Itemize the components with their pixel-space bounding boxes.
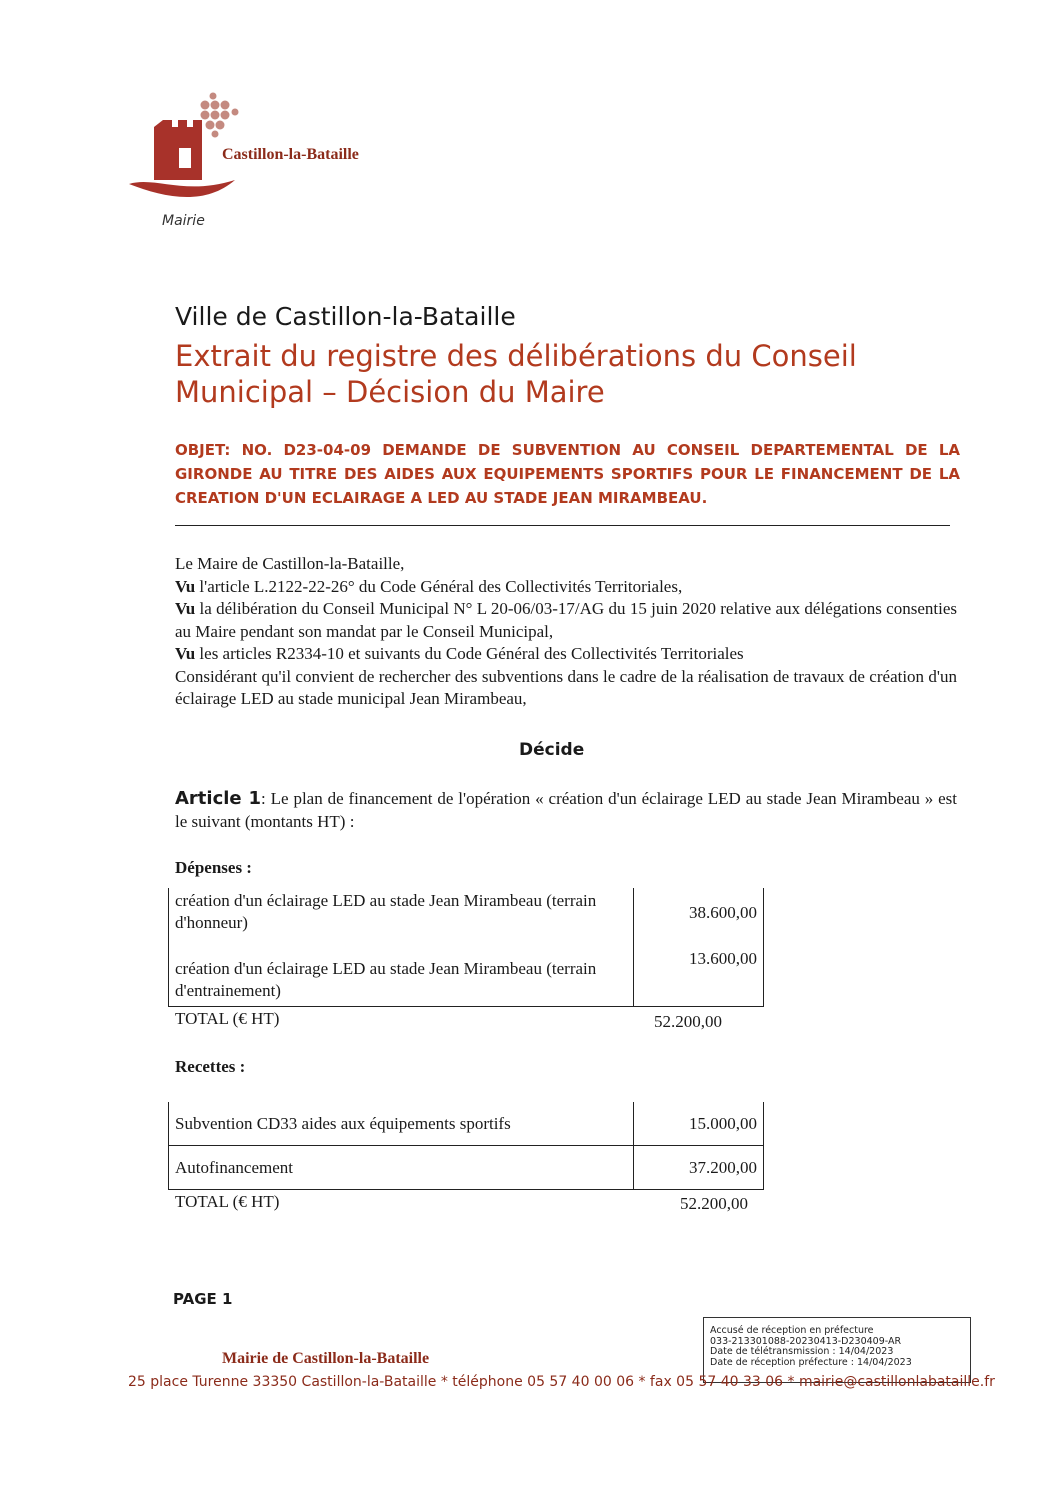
vu-text: l'article L.2122-22-26° du Code Général des Collectivités Territoriales, bbox=[195, 576, 683, 596]
grape-icon bbox=[201, 93, 239, 138]
article-1 bbox=[175, 787, 957, 833]
vu-label: Vu bbox=[175, 576, 196, 596]
vu-text: les articles R2334-10 et suivants du Code Général des Collectivités Territoriales bbox=[195, 644, 744, 663]
table-row bbox=[169, 948, 764, 1007]
divider bbox=[175, 525, 950, 526]
table-row bbox=[169, 1102, 764, 1146]
vu-label: Vu bbox=[175, 644, 196, 663]
depenses-total-value: 52.200,00 bbox=[654, 1012, 722, 1031]
stamp-line: Accusé de réception en préfecture bbox=[710, 1325, 874, 1336]
preamble bbox=[175, 553, 957, 711]
preamble-intro: Le Maire de Castillon-la-Bataille, bbox=[175, 554, 405, 573]
page-number: PAGE 1 bbox=[173, 1290, 233, 1308]
preamble-vu-1 bbox=[175, 576, 957, 599]
article-label: Article 1 bbox=[175, 788, 262, 809]
footer-name: Mairie de Castillon-la-Bataille bbox=[222, 1350, 430, 1367]
preamble-considerant: Considérant qu'il convient de rechercher des subventions dans le cadre de la réalisation de travaux de création d'un éclairage LED au stade municipal Jean Mirambeau, bbox=[175, 666, 957, 708]
vu-label: Vu bbox=[175, 599, 196, 618]
table-cell-label: Autofinancement bbox=[169, 1146, 634, 1190]
table-cell-amount: 15.000,00 bbox=[634, 1102, 764, 1146]
table-cell-label: création d'un éclairage LED au stade Jean Mirambeau (terrain d'entrainement) bbox=[169, 948, 634, 1007]
table-cell-label: création d'un éclairage LED au stade Jean Mirambeau (terrain d'honneur) bbox=[169, 888, 634, 948]
table-cell-amount: 37.200,00 bbox=[634, 1146, 764, 1190]
vu-text: la délibération du Conseil Municipal N° L 20-06/03-17/AG du 15 juin 2020 relative aux délégations consenties au Maire pendant son mandat par le Conseil Municipal, bbox=[175, 599, 957, 641]
recettes-heading: Recettes : bbox=[175, 1057, 246, 1076]
city-heading: Ville de Castillon-la-Bataille bbox=[175, 302, 516, 331]
river-icon bbox=[129, 180, 235, 197]
table-cell-label: Subvention CD33 aides aux équipements sportifs bbox=[169, 1102, 634, 1146]
document-title: Extrait du registre des délibérations du Conseil Municipal – Décision du Maire bbox=[175, 339, 857, 409]
stamp-line: Date de télétransmission : 14/04/2023 bbox=[710, 1346, 894, 1357]
footer-address: 25 place Turenne 33350 Castillon-la-Bataille * téléphone 05 57 40 00 06 * fax 05 57 40 33 06 * mairie@castillonlabataille.fr bbox=[128, 1374, 995, 1390]
table-cell-amount: 13.600,00 bbox=[634, 948, 764, 1007]
depenses-total-label: TOTAL (€ HT) bbox=[175, 1009, 280, 1028]
depenses-heading: Dépenses : bbox=[175, 858, 252, 877]
decide-heading: Décide bbox=[519, 740, 585, 760]
table-cell-amount: 38.600,00 bbox=[634, 888, 764, 948]
recettes-total-label: TOTAL (€ HT) bbox=[175, 1192, 280, 1211]
depenses-table bbox=[168, 888, 764, 1007]
recettes-table bbox=[168, 1102, 764, 1190]
table-row bbox=[169, 888, 764, 948]
recettes-total-value: 52.200,00 bbox=[680, 1194, 748, 1213]
stamp-line: Date de réception préfecture : 14/04/2023 bbox=[710, 1356, 912, 1368]
tower-icon bbox=[154, 120, 202, 180]
logo-name: Castillon-la-Bataille bbox=[222, 146, 359, 163]
object-heading: OBJET: NO. D23-04-09 DEMANDE DE SUBVENTION AU CONSEIL DEPARTEMENTAL DE LA GIRONDE AU TITRE DES AIDES AUX EQUIPEMENTS SPORTIFS POUR LE FINANCEMENT DE LA CREATION D'UN ECLAIRAGE A LED AU STADE JEAN MIRAMBEAU. bbox=[175, 441, 960, 507]
preamble-vu-2 bbox=[175, 598, 957, 643]
table-row bbox=[169, 1146, 764, 1190]
article-text: : Le plan de financement de l'opération « création d'un éclairage LED au stade Jean Mirambeau » est le suivant (montants HT) : bbox=[175, 789, 957, 831]
logo-subtitle: Mairie bbox=[162, 213, 205, 229]
stamp-line: 033-213301088-20230413-D230409-AR bbox=[710, 1335, 902, 1347]
preamble-vu-3 bbox=[175, 643, 957, 666]
